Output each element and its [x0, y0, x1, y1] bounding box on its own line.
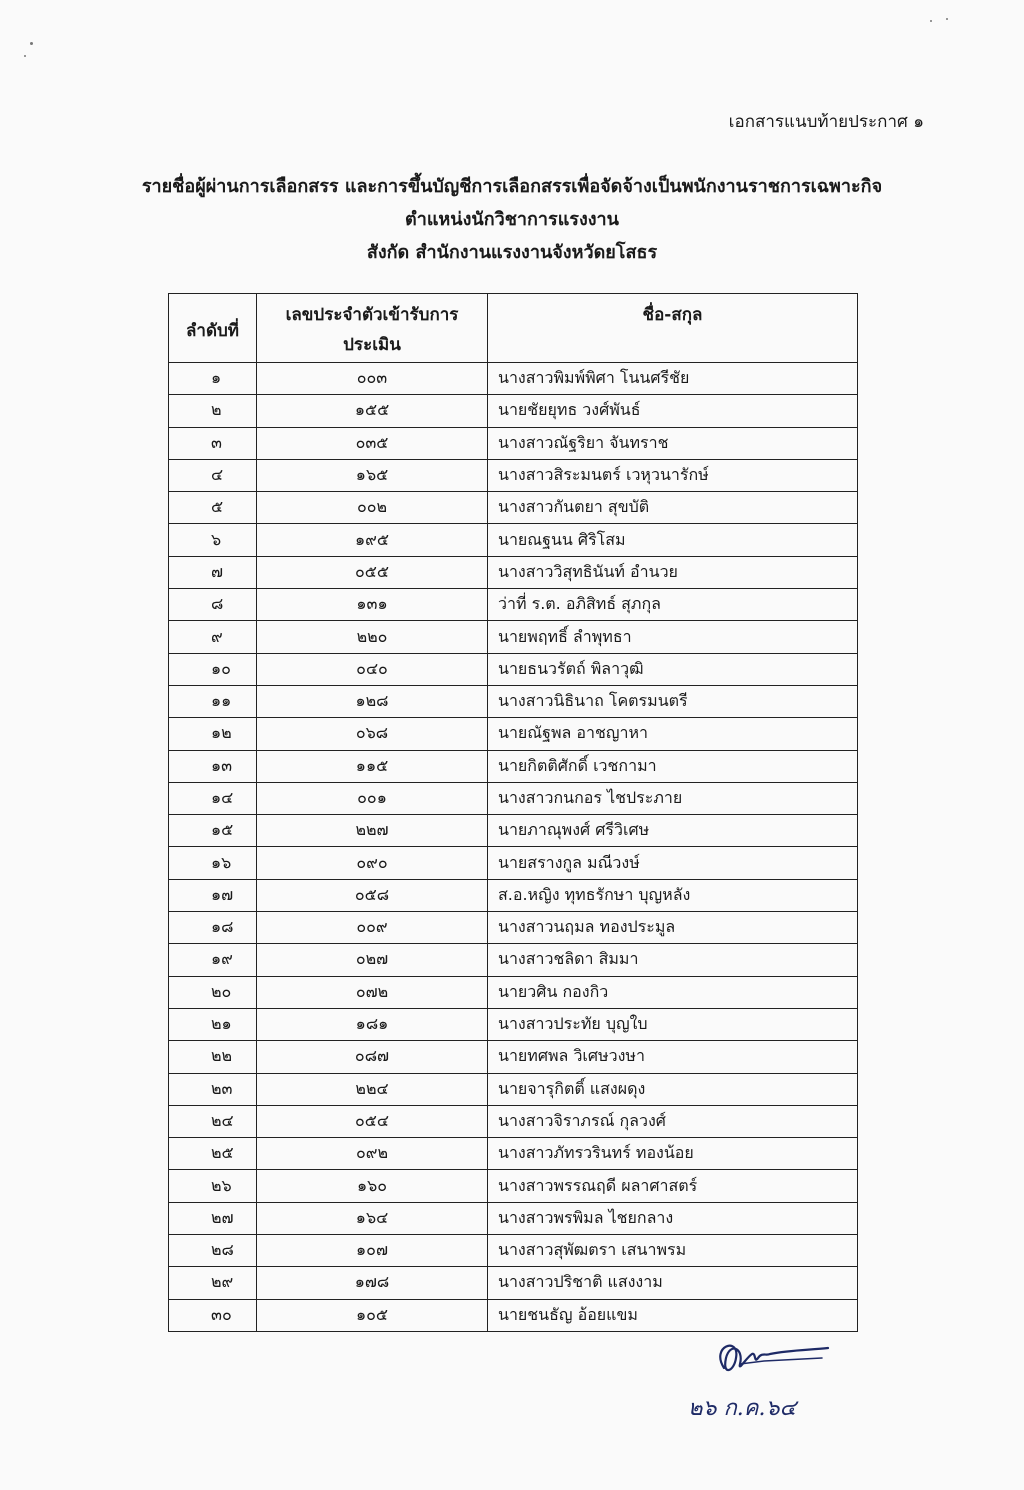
table-row [169, 363, 858, 395]
table-row [169, 944, 858, 976]
cell-candidate-id: ๐๕๕ [257, 556, 488, 588]
table-row [169, 879, 858, 911]
cell-full-name: นายธนวรัตถ์ พิลาวุฒิ [488, 653, 858, 685]
cell-full-name: นางสาวสุพัฒตรา เสนาพรม [488, 1235, 858, 1267]
cell-full-name: นางสาวพิมพ์พิศา โนนศรีชัย [488, 363, 858, 395]
cell-full-name: นายกิตติศักดิ์ เวชกามา [488, 750, 858, 782]
table-row [169, 782, 858, 814]
cell-order: ๓ [169, 427, 257, 459]
table-row [169, 589, 858, 621]
cell-order: ๒๗ [169, 1202, 257, 1234]
cell-full-name: นางสาวนิธินาถ โคตรมนตรี [488, 685, 858, 717]
cell-candidate-id: ๐๐๑ [257, 782, 488, 814]
cell-order: ๕ [169, 492, 257, 524]
cell-full-name: ส.อ.หญิง ทุทธรักษา บุญหลัง [488, 879, 858, 911]
cell-candidate-id: ๒๒๔ [257, 1073, 488, 1105]
cell-candidate-id: ๒๒๗ [257, 815, 488, 847]
table-body [169, 363, 858, 1332]
table-row [169, 459, 858, 491]
table-row [169, 750, 858, 782]
table-row [169, 976, 858, 1008]
cell-full-name: นางสาวสิระมนตร์ เวหุวนารักษ์ [488, 459, 858, 491]
table-row [169, 492, 858, 524]
scan-speck [24, 55, 26, 57]
table-row [169, 1202, 858, 1234]
table-row [169, 718, 858, 750]
table-header-row [169, 294, 858, 363]
cell-order: ๑๙ [169, 944, 257, 976]
cell-full-name: นายสรางกูล มณีวงษ์ [488, 847, 858, 879]
table-row [169, 1267, 858, 1299]
cell-order: ๒๐ [169, 976, 257, 1008]
annex-reference: เอกสารแนบท้ายประกาศ ๑ [728, 112, 924, 132]
cell-candidate-id: ๐๙๐ [257, 847, 488, 879]
cell-order: ๑๔ [169, 782, 257, 814]
cell-full-name: นางสาวพรพิมล ไชยกลาง [488, 1202, 858, 1234]
cell-order: ๒๒ [169, 1041, 257, 1073]
cell-candidate-id: ๑๑๕ [257, 750, 488, 782]
cell-full-name: นายภาณุพงศ์ ศรีวิเศษ [488, 815, 858, 847]
cell-full-name: นายณัฐพล อาชญาหา [488, 718, 858, 750]
cell-order: ๓๐ [169, 1299, 257, 1331]
heading-line-1: รายชื่อผู้ผ่านการเลือกสรร และการขึ้นบัญชีการเลือกสรรเพื่อจัดจ้างเป็นพนักงานราชการเฉพาะกิจ [141, 176, 883, 197]
cell-candidate-id: ๑๕๕ [257, 395, 488, 427]
cell-order: ๑๖ [169, 847, 257, 879]
table-row [169, 524, 858, 556]
cell-candidate-id: ๑๖๔ [257, 1202, 488, 1234]
header-candidate-id: เลขประจำตัวเข้ารับการ ประเมิน [257, 294, 488, 363]
cell-order: ๑๐ [169, 653, 257, 685]
heading-line-2: ตำแหน่งนักวิชาการแรงงาน [405, 209, 619, 230]
document-heading [0, 170, 1024, 269]
cell-candidate-id: ๐๒๗ [257, 944, 488, 976]
table-row [169, 1138, 858, 1170]
cell-candidate-id: ๒๒๐ [257, 621, 488, 653]
cell-full-name: นางสาววิสุทธินันท์ อำนวย [488, 556, 858, 588]
cell-full-name: นางสาวกนกอร ไชประภาย [488, 782, 858, 814]
scan-speck [946, 18, 948, 20]
cell-full-name: นายพฤทธิ์ ลำพุทธา [488, 621, 858, 653]
cell-full-name: นายชนธัญ อ้อยแขม [488, 1299, 858, 1331]
cell-candidate-id: ๑๗๘ [257, 1267, 488, 1299]
table-row [169, 1299, 858, 1331]
table-row [169, 847, 858, 879]
cell-full-name: นายทศพล วิเศษวงษา [488, 1041, 858, 1073]
cell-candidate-id: ๐๖๘ [257, 718, 488, 750]
cell-candidate-id: ๑๒๘ [257, 685, 488, 717]
cell-candidate-id: ๐๐๓ [257, 363, 488, 395]
cell-order: ๒๘ [169, 1235, 257, 1267]
table-row [169, 395, 858, 427]
table-row [169, 1105, 858, 1137]
cell-full-name: ว่าที่ ร.ต. อภิสิทธ์ สุภกุล [488, 589, 858, 621]
cell-full-name: นางสาวพรรณฤดี ผลาศาสตร์ [488, 1170, 858, 1202]
cell-candidate-id: ๐๗๒ [257, 976, 488, 1008]
cell-candidate-id: ๐๕๘ [257, 879, 488, 911]
cell-candidate-id: ๐๐๙ [257, 912, 488, 944]
table-row [169, 1008, 858, 1040]
cell-candidate-id: ๐๕๔ [257, 1105, 488, 1137]
cell-candidate-id: ๐๘๗ [257, 1041, 488, 1073]
cell-full-name: นางสาวปริชาติ แสงงาม [488, 1267, 858, 1299]
cell-candidate-id: ๑๘๑ [257, 1008, 488, 1040]
cell-order: ๑๗ [169, 879, 257, 911]
cell-order: ๒๑ [169, 1008, 257, 1040]
table-row [169, 427, 858, 459]
cell-full-name: นายจารุกิตติ์ แสงผดุง [488, 1073, 858, 1105]
cell-order: ๑ [169, 363, 257, 395]
table-row [169, 1235, 858, 1267]
table-row [169, 815, 858, 847]
cell-candidate-id: ๑๐๗ [257, 1235, 488, 1267]
cell-full-name: นายวศิน กองกิว [488, 976, 858, 1008]
cell-candidate-id: ๑๖๕ [257, 459, 488, 491]
table-row [169, 1041, 858, 1073]
cell-order: ๒๓ [169, 1073, 257, 1105]
cell-order: ๒๖ [169, 1170, 257, 1202]
cell-candidate-id: ๐๔๐ [257, 653, 488, 685]
heading-line-3: สังกัด สำนักงานแรงงานจังหวัดยโสธร [366, 242, 658, 263]
table-row [169, 1170, 858, 1202]
cell-order: ๑๑ [169, 685, 257, 717]
table-row [169, 556, 858, 588]
table-row [169, 685, 858, 717]
cell-order: ๒๔ [169, 1105, 257, 1137]
cell-full-name: นางสาวณัฐริยา จันทราช [488, 427, 858, 459]
header-order: ลำดับที่ [169, 294, 257, 363]
cell-full-name: นายณฐนน ศิริโสม [488, 524, 858, 556]
header-full-name: ชื่อ-สกุล [488, 294, 858, 363]
cell-candidate-id: ๑๐๕ [257, 1299, 488, 1331]
table-row [169, 1073, 858, 1105]
cell-order: ๒๙ [169, 1267, 257, 1299]
cell-full-name: นางสาวภัทรวรินทร์ ทองน้อย [488, 1138, 858, 1170]
cell-candidate-id: ๐๐๒ [257, 492, 488, 524]
cell-order: ๒๕ [169, 1138, 257, 1170]
cell-candidate-id: ๑๖๐ [257, 1170, 488, 1202]
table-row [169, 912, 858, 944]
cell-order: ๒ [169, 395, 257, 427]
candidate-table [168, 293, 858, 1332]
cell-full-name: นายชัยยุทธ วงศ์พันธ์ [488, 395, 858, 427]
cell-order: ๑๘ [169, 912, 257, 944]
cell-full-name: นางสาวชลิดา สิมมา [488, 944, 858, 976]
table-row [169, 653, 858, 685]
cell-candidate-id: ๐๙๒ [257, 1138, 488, 1170]
scan-speck [30, 42, 33, 45]
cell-full-name: นางสาวประทัย บุญใบ [488, 1008, 858, 1040]
cell-candidate-id: ๑๙๕ [257, 524, 488, 556]
cell-order: ๘ [169, 589, 257, 621]
cell-order: ๙ [169, 621, 257, 653]
cell-full-name: นางสาวกันตยา สุขบัติ [488, 492, 858, 524]
cell-candidate-id: ๑๓๑ [257, 589, 488, 621]
scan-speck [930, 20, 932, 22]
signature-date: ๒๖ ก.ค.๖๔ [688, 1396, 797, 1421]
table-row [169, 621, 858, 653]
cell-candidate-id: ๐๓๕ [257, 427, 488, 459]
cell-full-name: นางสาวจิราภรณ์ กุลวงศ์ [488, 1105, 858, 1137]
cell-order: ๗ [169, 556, 257, 588]
cell-full-name: นางสาวนฤมล ทองประมูล [488, 912, 858, 944]
cell-order: ๑๕ [169, 815, 257, 847]
cell-order: ๑๒ [169, 718, 257, 750]
cell-order: ๔ [169, 459, 257, 491]
cell-order: ๑๓ [169, 750, 257, 782]
cell-order: ๖ [169, 524, 257, 556]
